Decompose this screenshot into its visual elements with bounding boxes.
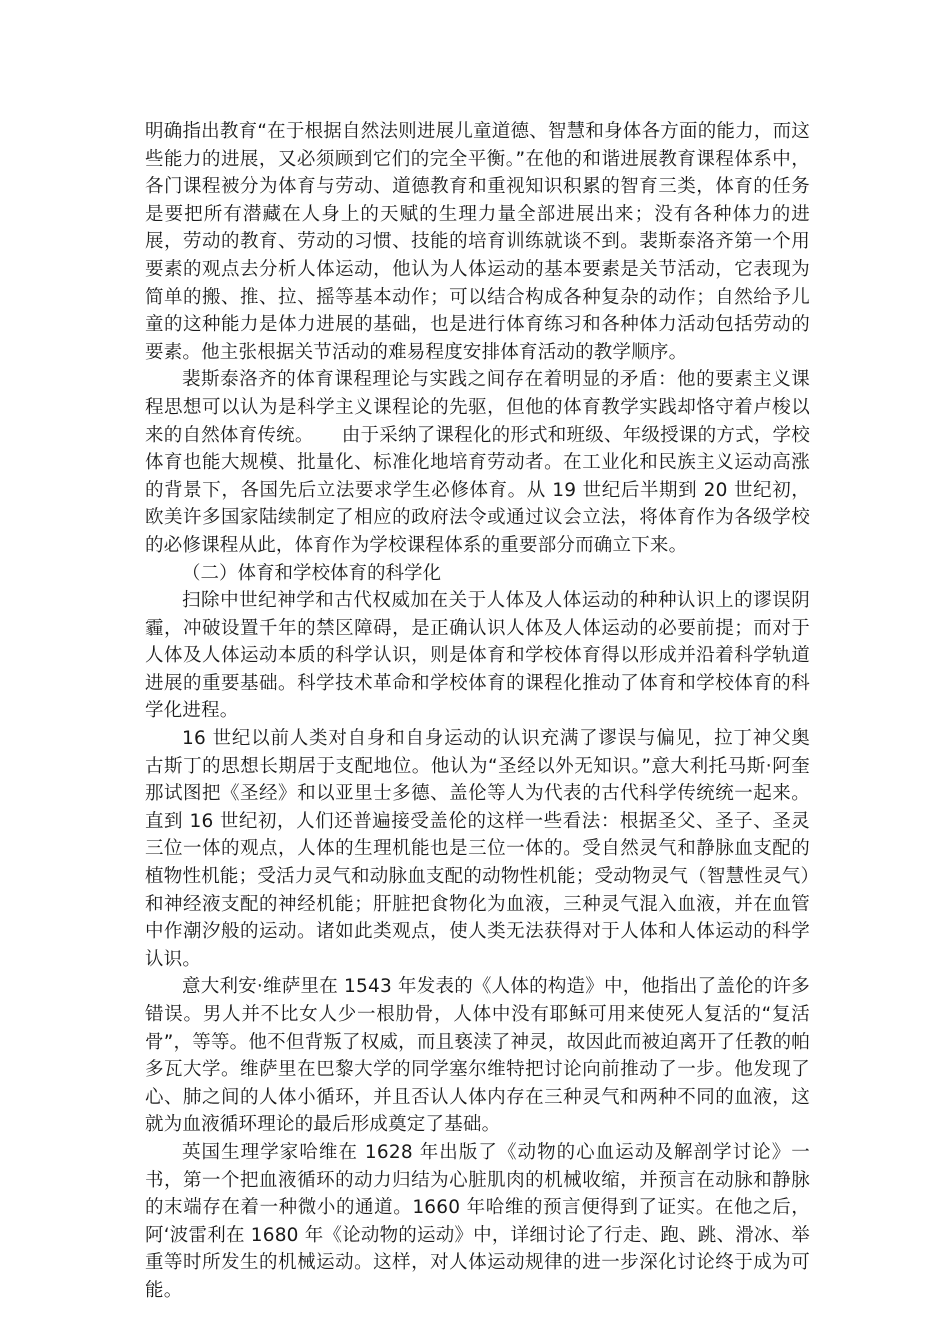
paragraph-pestalozzi-contradiction: 裴斯泰洛齐的体育课程理论与实践之间存在着明显的矛盾：他的要素主义课程思想可以认为是科学主义课程论的先驱，但他的体育教学实践却恪守着卢梭以来的自然体育传统。 由于采纳了课程化的形式和班级、年级授课的方式，学校体育也能大规模、批量化、标准化地培育劳动者。在工业化和民族主义运动高涨的背景下，各国先后立法要求学生必修体育。从 19 世纪后半期到 20 世纪初，欧美许多国家陆续制定了相应的政府法令或通过议会立法，将体育作为各级学校的必修课程从此，体育作为学校课程体系的重要部分而确立下来。 xyxy=(145,369,810,556)
document-page xyxy=(145,118,810,1305)
paragraph-pre-16th-century: 16 世纪以前人类对自身和自身运动的认识充满了谬误与偏见，拉丁神父奥古斯丁的思想长期居于支配地位。他认为“圣经以外无知识。”意大利托马斯·阿奎那试图把《圣经》和以亚里士多德、盖伦等人为代表的古代科学传统统一起来。直到 16 世纪初，人们还普遍接受盖伦的这样一些看法：根据圣父、圣子、圣灵三位一体的观点，人体的生理机能也是三位一体的。受自然灵气和静脉血支配的植物性机能；受活力灵气和动脉血支配的动物性机能；受动物灵气（智慧性灵气）和神经液支配的神经机能；肝脏把食物化为血液，三种灵气混入血液，并在血管中作潮汐般的运动。诸如此类观点，使人类无法获得对于人体和人体运动的科学认识。 xyxy=(145,728,810,970)
paragraph-harvey: 英国生理学家哈维在 1628 年出版了《动物的心血运动及解剖学讨论》一书，第一个把血液循环的动力归结为心脏肌肉的机械收缩，并预言在动脉和静脉的末端存在着一种微小的通道。1660 年哈维的预言便得到了证实。在他之后，阿‘波雷利在 1680 年《论动物的运动》中，详细讨论了行走、跑、跳、滑冰、举重等时所发生的机械运动。这样，对人体运动规律的进一步深化讨论终于成为可能。 xyxy=(145,1141,810,1301)
paragraph-vesalius: 意大利安·维萨里在 1543 年发表的《人体的构造》中，他指出了盖伦的许多错误。男人并不比女人少一根肋骨，人体中没有耶稣可用来使死人复活的“复活骨”，等等。他不但背叛了权威，而且亵渎了神灵，故因此而被迫离开了任教的帕多瓦大学。维萨里在巴黎大学的同学塞尔维特把讨论向前推动了一步。他发现了心、肺之间的人体小循环，并且否认人体内存在三种灵气和两种不同的血液，这就为血液循环理论的最后形成奠定了基础。 xyxy=(145,976,810,1136)
paragraph-scientific-foundation: 扫除中世纪神学和古代权威加在关于人体及人体运动的种种认识上的谬误阴霾，冲破设置千年的禁区障碍，是正确认识人体及人体运动的必要前提；而对于人体及人体运动本质的科学认识，则是体育和学校体育得以形成并沿着科学轨道进展的重要基础。科学技术革命和学校体育的课程化推动了体育和学校体育的科学化进程。 xyxy=(145,590,810,722)
paragraph-pestalozzi-harmony: 明确指出教育“在于根据自然法则进展儿童道德、智慧和身体各方面的能力，而这些能力的进展，又必须顾到它们的完全平衡。”在他的和谐进展教育课程体系中，各门课程被分为体育与劳动、道德教育和重视知识积累的智育三类，体育的任务是要把所有潜藏在人身上的天赋的生理力量全部进展出来；没有各种体力的进展，劳动的教育、劳动的习惯、技能的培育训练就谈不到。裴斯泰洛齐第一个用要素的观点去分析人体运动，他认为人体运动的基本要素是关节活动，它表现为简单的搬、推、拉、摇等基本动作；可以结合构成各种复杂的动作；自然给予儿童的这种能力是体力进展的基础，也是进行体育练习和各种体力活动包括劳动的要素。他主张根据关节活动的难易程度安排体育活动的教学顺序。 xyxy=(145,121,810,363)
section-heading: （二）体育和学校体育的科学化 xyxy=(182,562,442,584)
